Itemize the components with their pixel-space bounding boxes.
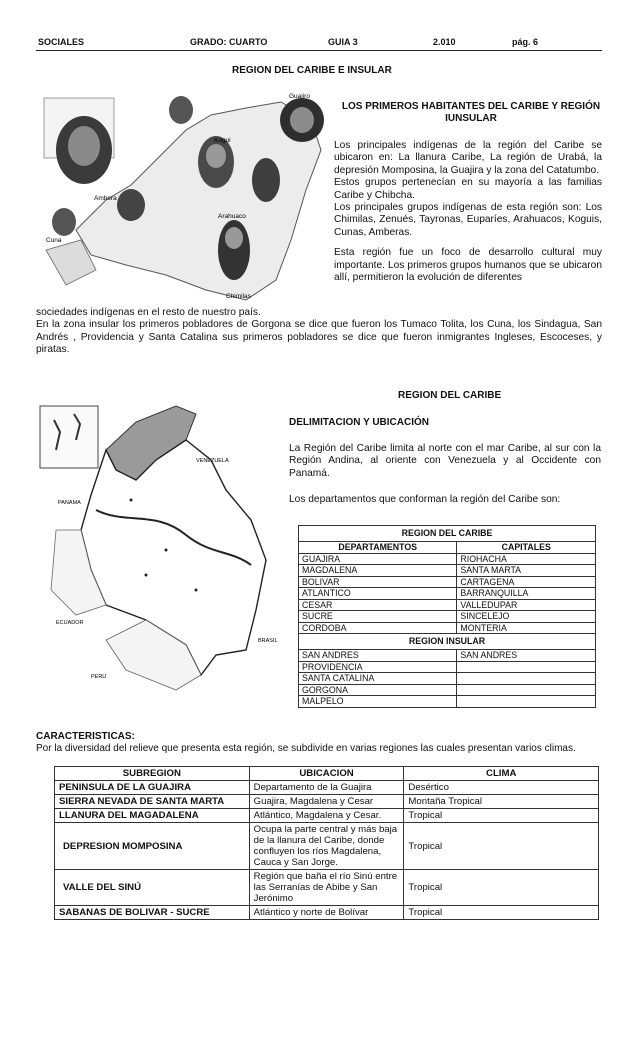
map-label-arahuaco: Arahuaco [218, 213, 246, 220]
location-cell: Guajira, Magdalena y Cesar [249, 795, 404, 809]
location-col-header: UBICACION [249, 767, 404, 781]
department-cell: CORDOBA [299, 622, 457, 634]
department-cell: SUCRE [299, 611, 457, 623]
department-row [299, 576, 596, 588]
header-grade: GRADO: CUARTO [190, 37, 268, 47]
subregion-row [55, 823, 599, 870]
insular-table-title: REGION INSULAR [299, 634, 596, 650]
department-cell: MAGDALENA [299, 565, 457, 577]
map2-label-peru: PERU [91, 674, 107, 680]
subregion-row [55, 809, 599, 823]
department-row [299, 599, 596, 611]
colombia-map [36, 400, 286, 705]
subregion-cell: SIERRA NEVADA DE SANTA MARTA [55, 795, 250, 809]
header-year: 2.010 [433, 37, 456, 47]
department-cell: ATLANTICO [299, 588, 457, 600]
map-label-chimilas: Chimilas [226, 293, 251, 300]
capital-col-header: CAPITALES [457, 542, 596, 554]
capital-cell [457, 661, 596, 673]
inhabitants-para-3: Los principales grupos indígenas de esta región son: Los Chimilas, Zenués, Tayronas, Euparíes, Arahuacos, Koguis, Cunas, Amberas. [334, 202, 602, 238]
subregion-cell: DEPRESION MOMPOSINA [55, 823, 250, 870]
region-subheading: DELIMITACION Y UBICACIÓN [289, 417, 430, 428]
capital-cell: CARTAGENA [457, 576, 596, 588]
subregion-cell: VALLE DEL SINÚ [55, 870, 250, 906]
climate-cell: Tropical [404, 906, 599, 920]
department-cell: SAN ANDRES [299, 650, 457, 662]
location-cell: Ocupa la parte central y más baja de la llanura del Caribe, donde confluyen los ríos Magdalena, Cauca y San Jorge. [249, 823, 404, 870]
capital-cell: VALLEDUPAR [457, 599, 596, 611]
department-row [299, 565, 596, 577]
capital-cell: BARRANQUILLA [457, 588, 596, 600]
departments-table [298, 525, 596, 708]
inhabitants-para-4-cont: sociedades indígenas en el resto de nuestro país. [36, 307, 261, 318]
region-heading: REGION DEL CARIBE [398, 390, 502, 401]
subregion-row [55, 906, 599, 920]
characteristics-heading: CARACTERISTICAS: [36, 731, 135, 742]
capital-cell: SINCELEJO [457, 611, 596, 623]
department-cell: GORGONA [299, 684, 457, 696]
insular-row [299, 650, 596, 662]
region-para-1: La Región del Caribe limita al norte con el mar Caribe, al sur con la Región Andina, al oriente con Venezuela y al Occidente con Panamá. [289, 443, 601, 479]
department-row [299, 588, 596, 600]
climate-cell: Tropical [404, 823, 599, 870]
department-cell: BOLIVAR [299, 576, 457, 588]
capital-cell [457, 684, 596, 696]
map-label-guajiro: Guajiro [289, 93, 310, 100]
map2-label-ecuador: ECUADOR [56, 620, 84, 626]
dept-table-title: REGION DEL CARIBE [299, 526, 596, 542]
subregion-cell: PENINSULA DE LA GUAJIRA [55, 781, 250, 795]
climate-cell: Tropical [404, 809, 599, 823]
climate-cell: Desértico [404, 781, 599, 795]
inhabitants-para-5: En la zona insular los primeros pobladores de Gorgona se dice que fueron los Tumaco Tolita, los Cuna, los Sindagua, San Andrés , Providencia y Santa Catalina sus primeros pobladores se dice que fueron inmigrantes Ingleses, Escoceses, y piratas. [36, 319, 602, 356]
department-row [299, 611, 596, 623]
header-subject: SOCIALES [38, 37, 85, 47]
climate-col-header: CLIMA [404, 767, 599, 781]
subregion-row [55, 795, 599, 809]
department-cell: MALPELO [299, 696, 457, 708]
region-para-2: Los departamentos que conforman la región del Caribe son: [289, 494, 561, 506]
location-cell: Departamento de la Guajira [249, 781, 404, 795]
department-cell: SANTA CATALINA [299, 673, 457, 685]
map2-label-venezuela: VENEZUELA [196, 458, 229, 464]
map-label-cuna: Cuna [46, 237, 62, 244]
capital-cell [457, 673, 596, 685]
climate-cell: Montaña Tropical [404, 795, 599, 809]
header-guide: GUIA 3 [328, 37, 358, 47]
location-cell: Atlántico y norte de Bolívar [249, 906, 404, 920]
department-cell: PROVIDENCIA [299, 661, 457, 673]
page-title: REGION DEL CARIBE E INSULAR [232, 65, 392, 76]
indigenous-map-illustration [36, 90, 332, 308]
location-cell: Región que baña el río Sinú entre las Serranías de Abibe y San Jerónimo [249, 870, 404, 906]
map-label-ambera: Ambera [94, 195, 117, 202]
subregion-row [55, 781, 599, 795]
header-page: pág. 6 [512, 37, 539, 47]
capital-cell: SANTA MARTA [457, 565, 596, 577]
capital-cell: SAN ANDRES [457, 650, 596, 662]
capital-cell: RIOHACHA [457, 553, 596, 565]
subregion-cell: LLANURA DEL MAGADALENA [55, 809, 250, 823]
subregion-table [54, 766, 599, 920]
inhabitants-para-2: Estos grupos pertenecían en su mayoría a las familias Caribe y Chibcha. [334, 177, 602, 201]
department-row [299, 553, 596, 565]
insular-row [299, 673, 596, 685]
capital-cell: MONTERIA [457, 622, 596, 634]
department-cell: GUAJIRA [299, 553, 457, 565]
inhabitants-heading: LOS PRIMEROS HABITANTES DEL CARIBE Y REGIÓN IUNSULAR [341, 101, 601, 124]
map2-label-brasil: BRASIL [258, 638, 278, 644]
insular-row [299, 696, 596, 708]
insular-row [299, 661, 596, 673]
inhabitants-para-1: Los principales indígenas de la región del Caribe se ubicaron en: La llanura Caribe, La región de Urabá, la depresión Momposina, la Guajira y la zona del Catatumbo. [334, 140, 602, 176]
capital-cell [457, 696, 596, 708]
subregion-row [55, 870, 599, 906]
department-row [299, 622, 596, 634]
inhabitants-para-4: Esta región fue un foco de desarrollo cultural muy importante. Los primeros grupos humanos que se ubicaron allí, permitieron la evolución de diferentes [334, 247, 602, 284]
map-label-kogui: Kogui [214, 137, 231, 144]
subregion-col-header: SUBREGION [55, 767, 250, 781]
header-rule [36, 50, 602, 51]
map2-label-panama: PANAMA [58, 500, 81, 506]
location-cell: Atlántico, Magdalena y Cesar. [249, 809, 404, 823]
insular-row [299, 684, 596, 696]
climate-cell: Tropical [404, 870, 599, 906]
subregion-cell: SABANAS DE BOLIVAR - SUCRE [55, 906, 250, 920]
characteristics-text: Por la diversidad del relieve que presenta esta región, se subdivide en varias regiones las cuales presentan varios climas. [36, 743, 576, 754]
dept-col-header: DEPARTAMENTOS [299, 542, 457, 554]
department-cell: CESAR [299, 599, 457, 611]
